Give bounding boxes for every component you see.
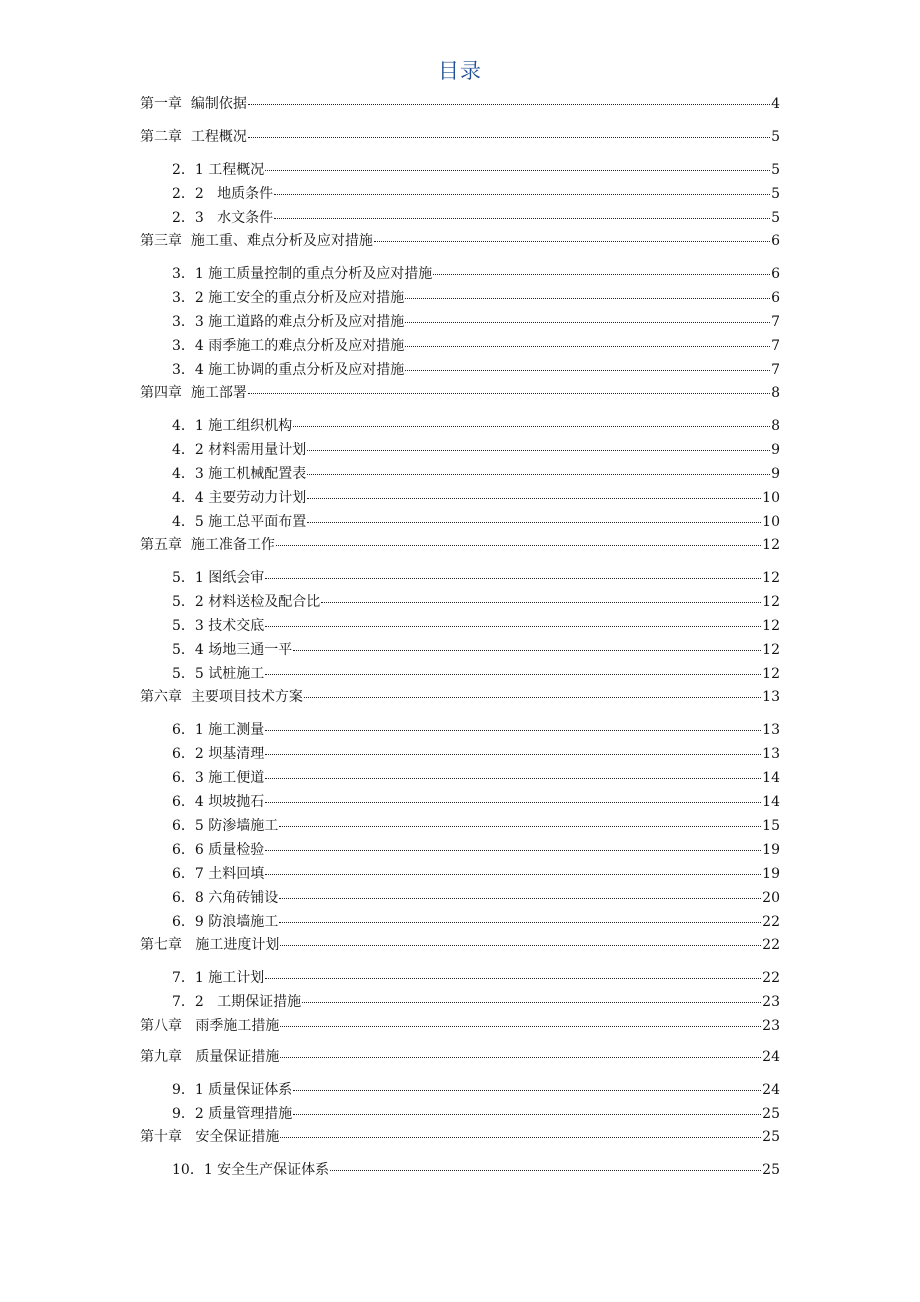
toc-entry-text: 5．1 图纸会审 xyxy=(172,570,265,586)
toc-entry-text: 第五章 施工准备工作 xyxy=(140,537,275,553)
toc-page-number: 20 xyxy=(762,890,780,906)
toc-section-entry[interactable] xyxy=(172,185,780,203)
toc-entry-text: 2．2 地质条件 xyxy=(172,186,274,202)
toc-section-entry[interactable] xyxy=(172,489,780,507)
toc-page-number: 7 xyxy=(771,362,780,378)
toc-dot-leader xyxy=(307,450,770,451)
toc-section-entry[interactable] xyxy=(172,969,780,987)
toc-page-number: 5 xyxy=(771,186,780,202)
toc-entry-text: 3．4 雨季施工的难点分析及应对措施 xyxy=(172,338,405,354)
toc-dot-leader xyxy=(265,778,761,779)
toc-dot-leader xyxy=(279,898,761,899)
toc-entry-text: 第二章 工程概况 xyxy=(140,129,247,145)
toc-entry-text: 4．1 施工组织机构 xyxy=(172,418,293,434)
toc-section-entry[interactable] xyxy=(172,1161,780,1179)
toc-page-number: 12 xyxy=(762,570,780,586)
toc-section-entry[interactable] xyxy=(172,513,780,531)
toc-entry-text: 第八章 雨季施工措施 xyxy=(140,1018,280,1034)
toc-dot-leader xyxy=(248,137,770,138)
toc-section-entry[interactable] xyxy=(172,665,780,683)
toc-dot-leader xyxy=(265,578,761,579)
toc-dot-leader xyxy=(265,874,761,875)
toc-page-number: 25 xyxy=(762,1129,780,1145)
toc-page-number: 12 xyxy=(762,537,780,553)
toc-entry-text: 4．3 施工机械配置表 xyxy=(172,466,307,482)
toc-dot-leader xyxy=(279,922,761,923)
toc-dot-leader xyxy=(265,626,761,627)
toc-entry-text: 5．4 场地三通一平 xyxy=(172,642,293,658)
toc-page-number: 7 xyxy=(771,314,780,330)
toc-entry-text: 6．9 防浪墙施工 xyxy=(172,914,279,930)
toc-page-number: 5 xyxy=(771,129,780,145)
toc-section-entry[interactable] xyxy=(172,817,780,835)
toc-chapter-entry[interactable] xyxy=(140,1048,780,1066)
toc-page-number: 24 xyxy=(762,1082,780,1098)
toc-title: 目录 xyxy=(438,59,482,83)
toc-dot-leader xyxy=(307,522,761,523)
toc-section-entry[interactable] xyxy=(172,265,780,283)
toc-dot-leader xyxy=(405,298,770,299)
toc-dot-leader xyxy=(248,104,770,105)
toc-chapter-entry[interactable] xyxy=(140,384,780,402)
toc-dot-leader xyxy=(265,754,761,755)
toc-entry-text: 第四章 施工部署 xyxy=(140,385,247,401)
toc-dot-leader xyxy=(374,241,770,242)
toc-entry-text: 4．5 施工总平面布置 xyxy=(172,514,307,530)
toc-chapter-entry[interactable] xyxy=(140,1128,780,1146)
toc-page-number: 12 xyxy=(762,594,780,610)
toc-entry-text: 6．6 质量检验 xyxy=(172,842,265,858)
toc-chapter-entry[interactable] xyxy=(140,95,780,113)
toc-entry-text: 第三章 施工重、难点分析及应对措施 xyxy=(140,233,373,249)
toc-entry-text: 第十章 安全保证措施 xyxy=(140,1129,280,1145)
toc-section-entry[interactable] xyxy=(172,313,780,331)
toc-page-number: 8 xyxy=(771,385,780,401)
toc-entry-text: 2．3 水文条件 xyxy=(172,210,274,226)
toc-page-number: 14 xyxy=(762,794,780,810)
toc-dot-leader xyxy=(405,322,770,323)
toc-page-number: 15 xyxy=(762,818,780,834)
toc-dot-leader xyxy=(293,1114,761,1115)
toc-page-number: 4 xyxy=(771,96,780,112)
toc-section-entry[interactable] xyxy=(172,465,780,483)
toc-entry-text: 7．2 工期保证措施 xyxy=(172,994,302,1010)
toc-entry-text: 9．1 质量保证体系 xyxy=(172,1082,293,1098)
toc-section-entry[interactable] xyxy=(172,417,780,435)
toc-page-number: 14 xyxy=(762,770,780,786)
toc-dot-leader xyxy=(321,602,761,603)
toc-dot-leader xyxy=(433,274,770,275)
toc-page-number: 9 xyxy=(771,466,780,482)
toc-page-number: 10 xyxy=(762,490,780,506)
toc-dot-leader xyxy=(265,674,761,675)
toc-entry-text: 5．2 材料送检及配合比 xyxy=(172,594,321,610)
toc-page-number: 12 xyxy=(762,642,780,658)
toc-section-entry[interactable] xyxy=(172,841,780,859)
toc-dot-leader xyxy=(280,1026,761,1027)
toc-entry-text: 6．3 施工便道 xyxy=(172,770,265,786)
toc-chapter-entry[interactable] xyxy=(140,536,780,554)
toc-entry-text: 5．3 技术交底 xyxy=(172,618,265,634)
toc-section-entry[interactable] xyxy=(172,1105,780,1123)
toc-section-entry[interactable] xyxy=(172,617,780,635)
toc-section-entry[interactable] xyxy=(172,593,780,611)
toc-dot-leader xyxy=(265,802,761,803)
toc-page-number: 5 xyxy=(771,210,780,226)
toc-page-number: 19 xyxy=(762,842,780,858)
toc-entry-text: 6．2 坝基清理 xyxy=(172,746,265,762)
toc-entry-text: 4．2 材料需用量计划 xyxy=(172,442,307,458)
toc-section-entry[interactable] xyxy=(172,289,780,307)
toc-section-entry[interactable] xyxy=(172,441,780,459)
toc-page-number: 13 xyxy=(762,689,780,705)
toc-page-number: 25 xyxy=(762,1106,780,1122)
toc-entry-text: 6．5 防渗墙施工 xyxy=(172,818,279,834)
toc-section-entry[interactable] xyxy=(172,641,780,659)
toc-page-number: 22 xyxy=(762,970,780,986)
toc-dot-leader xyxy=(274,194,770,195)
toc-page-number: 25 xyxy=(762,1162,780,1178)
toc-entry-text: 3．1 施工质量控制的重点分析及应对措施 xyxy=(172,266,433,282)
toc-section-entry[interactable] xyxy=(172,889,780,907)
toc-chapter-entry[interactable] xyxy=(140,688,780,706)
toc-chapter-entry[interactable] xyxy=(140,936,780,954)
toc-dot-leader xyxy=(302,1002,761,1003)
toc-entry-text: 9．2 质量管理措施 xyxy=(172,1106,293,1122)
toc-dot-leader xyxy=(276,545,761,546)
toc-page-number: 8 xyxy=(771,418,780,434)
toc-dot-leader xyxy=(304,697,761,698)
toc-dot-leader xyxy=(279,826,761,827)
toc-dot-leader xyxy=(265,978,761,979)
toc-dot-leader xyxy=(280,945,761,946)
toc-dot-leader xyxy=(293,1090,761,1091)
toc-chapter-entry[interactable] xyxy=(140,1017,780,1035)
toc-page-number: 13 xyxy=(762,722,780,738)
toc-dot-leader xyxy=(307,474,770,475)
toc-page-number: 13 xyxy=(762,746,780,762)
toc-entry-text: 6．8 六角砖铺设 xyxy=(172,890,279,906)
toc-entry-text: 6．4 坝坡抛石 xyxy=(172,794,265,810)
toc-dot-leader xyxy=(330,1170,761,1171)
toc-dot-leader xyxy=(293,650,761,651)
toc-page-number: 6 xyxy=(771,290,780,306)
toc-page-number: 23 xyxy=(762,1018,780,1034)
toc-chapter-entry[interactable] xyxy=(140,128,780,146)
toc-entry-text: 2．1 工程概况 xyxy=(172,162,265,178)
toc-page-number: 24 xyxy=(762,1049,780,1065)
toc-entry-text: 4．4 主要劳动力计划 xyxy=(172,490,307,506)
toc-entry-text: 6．7 土料回填 xyxy=(172,866,265,882)
toc-dot-leader xyxy=(265,850,761,851)
toc-section-entry[interactable] xyxy=(172,337,780,355)
toc-dot-leader xyxy=(307,498,761,499)
toc-page-number: 6 xyxy=(771,266,780,282)
toc-section-entry[interactable] xyxy=(172,1081,780,1099)
toc-dot-leader xyxy=(265,170,770,171)
toc-entry-text: 3．3 施工道路的难点分析及应对措施 xyxy=(172,314,405,330)
toc-dot-leader xyxy=(293,426,770,427)
toc-entry-text: 6．1 施工测量 xyxy=(172,722,265,738)
toc-page-number: 7 xyxy=(771,338,780,354)
toc-section-entry[interactable] xyxy=(172,361,780,379)
toc-dot-leader xyxy=(248,393,770,394)
toc-dot-leader xyxy=(405,346,770,347)
toc-dot-leader xyxy=(265,730,761,731)
toc-section-entry[interactable] xyxy=(172,209,780,227)
toc-entry-text: 第一章 编制依据 xyxy=(140,96,247,112)
toc-entry-text: 3．4 施工协调的重点分析及应对措施 xyxy=(172,362,405,378)
toc-page-number: 23 xyxy=(762,994,780,1010)
toc-entry-text: 7．1 施工计划 xyxy=(172,970,265,986)
toc-page-number: 22 xyxy=(762,937,780,953)
toc-page-number: 12 xyxy=(762,666,780,682)
toc-entry-text: 第七章 施工进度计划 xyxy=(140,937,280,953)
toc-dot-leader xyxy=(274,218,770,219)
toc-section-entry[interactable] xyxy=(172,769,780,787)
toc-section-entry[interactable] xyxy=(172,865,780,883)
toc-section-entry[interactable] xyxy=(172,793,780,811)
toc-chapter-entry[interactable] xyxy=(140,232,780,250)
toc-page-number: 22 xyxy=(762,914,780,930)
toc-entry-text: 3．2 施工安全的重点分析及应对措施 xyxy=(172,290,405,306)
toc-page-number: 12 xyxy=(762,618,780,634)
toc-section-entry[interactable] xyxy=(172,161,780,179)
toc-section-entry[interactable] xyxy=(172,569,780,587)
toc-section-entry[interactable] xyxy=(172,721,780,739)
toc-dot-leader xyxy=(405,370,770,371)
toc-entry-text: 第六章 主要项目技术方案 xyxy=(140,689,303,705)
toc-dot-leader xyxy=(280,1057,761,1058)
toc-entry-text: 5．5 试桩施工 xyxy=(172,666,265,682)
toc-entry-text: 10．1 安全生产保证体系 xyxy=(172,1162,330,1178)
toc-section-entry[interactable] xyxy=(172,913,780,931)
toc-section-entry[interactable] xyxy=(172,745,780,763)
toc-section-entry[interactable] xyxy=(172,993,780,1011)
toc-page-number: 5 xyxy=(771,162,780,178)
toc-page-number: 19 xyxy=(762,866,780,882)
toc-page-number: 10 xyxy=(762,514,780,530)
toc-page-number: 9 xyxy=(771,442,780,458)
toc-entry-text: 第九章 质量保证措施 xyxy=(140,1049,280,1065)
toc-page-number: 6 xyxy=(771,233,780,249)
toc-dot-leader xyxy=(280,1137,761,1138)
